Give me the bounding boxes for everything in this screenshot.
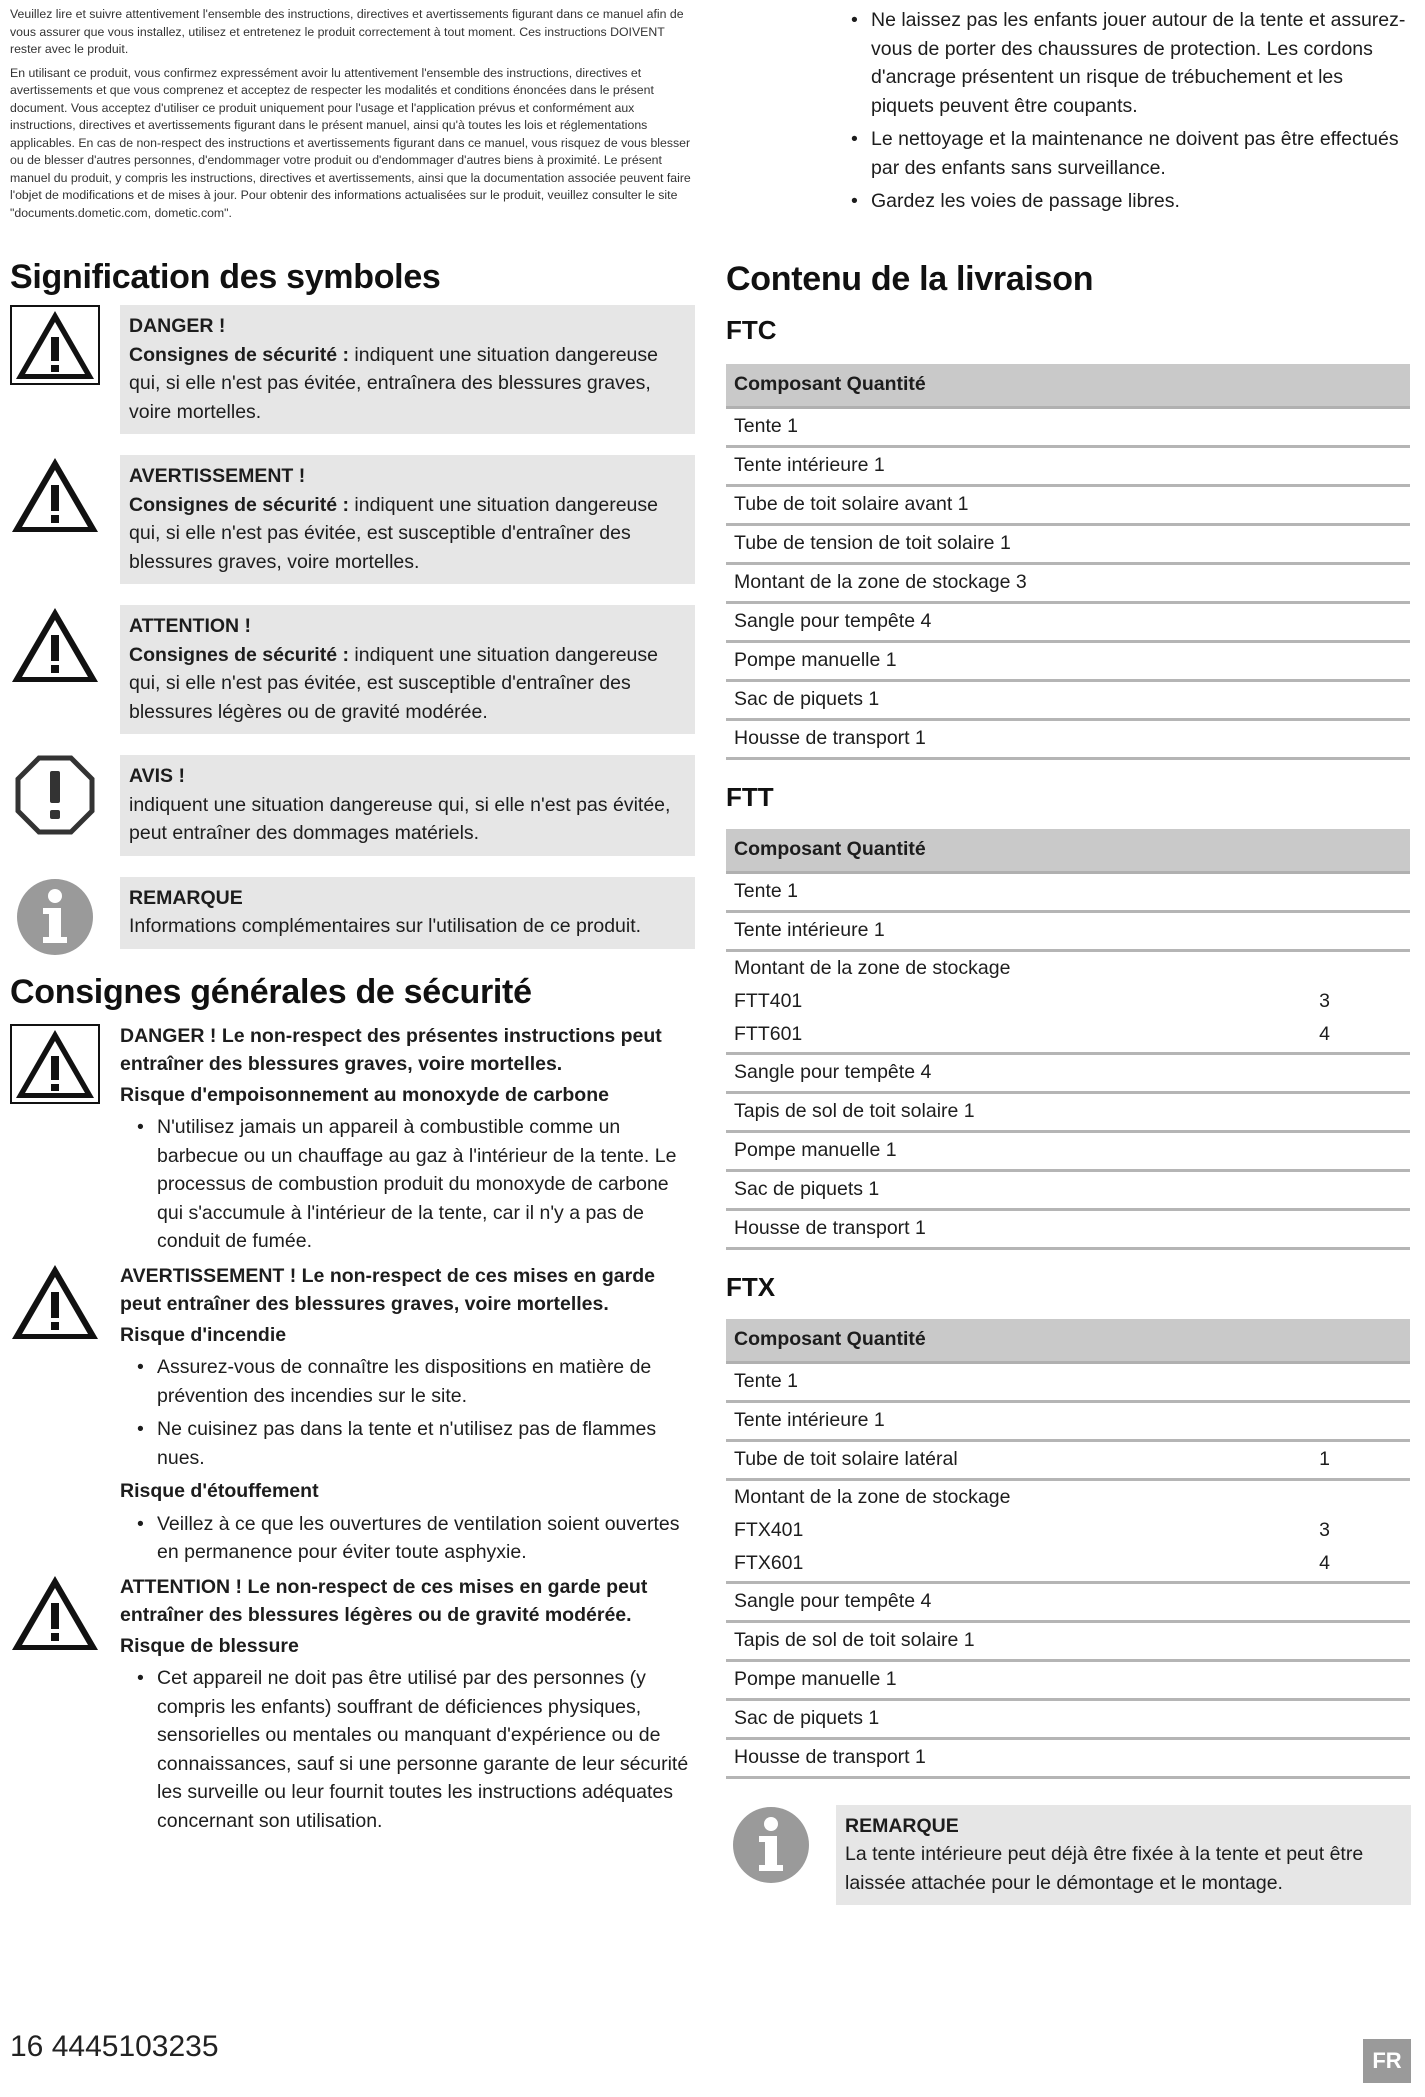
danger-sign-icon <box>10 305 100 385</box>
language-badge: FR <box>1363 2039 1411 2083</box>
table-row <box>726 641 1410 680</box>
table-cell: Tente intérieure 1 <box>726 446 1410 485</box>
ftc-table <box>726 364 1410 760</box>
contents-heading: Contenu de la livraison <box>726 259 1094 298</box>
ftt-table <box>726 829 1410 1250</box>
symbol-warning-box <box>120 455 695 584</box>
warning-triangle-icon <box>10 455 100 535</box>
general-caution-bullet: • Cet appareil ne doit pas être utilisé par des personnes (y compris les enfants) souffrant de déficiences physiques, sensorielles ou mentales ou manquant d'expérience ou de connaissances, sauf si une personne garante de leur sécurité les surveille ou leur fournit toutes les instructions adéquates concernant son utilisation. <box>120 1664 695 1835</box>
table-cell: Sac de piquets 1 <box>726 1699 1410 1738</box>
table-row <box>726 602 1410 641</box>
right-bullet-2: • Le nettoyage et la maintenance ne doivent pas être effectués par des enfants sans surveillance. <box>834 125 1411 182</box>
symbol-danger-lead: Consignes de sécurité : <box>129 343 349 366</box>
table-cell: Tapis de sol de toit solaire 1 <box>726 1621 1410 1660</box>
table-cell: Sangle pour tempête 4 <box>726 1053 1410 1092</box>
table-cell: Tube de toit solaire latéral <box>726 1440 1262 1479</box>
warning-triangle-icon <box>10 1262 100 1342</box>
ftt-title: FTT <box>726 781 774 812</box>
caution-triangle-icon <box>10 1573 100 1653</box>
table-header-label: Composant Quantité <box>726 364 1410 408</box>
table-row <box>726 1699 1410 1738</box>
general-warning-heading: AVERTISSEMENT ! Le non-respect de ces mises en garde peut entraîner des blessures graves, voire mortelles. <box>120 1264 655 1315</box>
symbol-notice-box <box>120 755 695 856</box>
danger-sign-icon <box>10 1024 100 1104</box>
general-danger-heading: DANGER ! Le non-respect des présentes instructions peut entraîner des blessures graves, voire mortelles. <box>120 1024 662 1075</box>
table-header <box>726 364 1410 408</box>
info-icon <box>726 1805 816 1885</box>
general-safety-heading: Consignes générales de sécurité <box>10 972 532 1011</box>
table-qty: 3 <box>1319 989 1330 1012</box>
intro-paragraph-1: Veuillez lire et suivre attentivement l'ensemble des instructions, directives et avertissements figurant dans ce manuel afin de vous assurer que vous installez, utilisez et entretenez le produit correctement à tout moment. Ces instructions DOIVENT rester avec le produit. <box>10 7 684 56</box>
table-cell: Pompe manuelle 1 <box>726 641 1410 680</box>
table-cell: FTX601 <box>726 1547 1262 1583</box>
general-warning-bullet-3: • Veillez à ce que les ouvertures de ventilation soient ouvertes en permanence pour éviter toute asphyxie. <box>120 1510 695 1567</box>
symbol-notice-text: indiquent une situation dangereuse qui, si elle n'est pas évitée, peut entraîner des dommages matériels. <box>129 793 671 844</box>
table-row <box>726 1440 1410 1479</box>
table-cell: Tube de tension de toit solaire 1 <box>726 524 1410 563</box>
general-warning-subheading-suffocation: Risque d'étouffement <box>120 1480 319 1502</box>
table-row <box>726 680 1410 719</box>
table-header-label: Composant Quantité <box>726 1319 1410 1363</box>
table-cell: FTT601 <box>726 1018 1262 1054</box>
symbol-warning-text: indiquent une situation dangereuse qui, si elle n'est pas évitée, est susceptible d'entraîner des blessures graves, voire mortelles. <box>129 493 658 573</box>
table-qty: 3 <box>1319 1518 1330 1541</box>
table-row <box>726 446 1410 485</box>
table-row <box>726 950 1410 985</box>
table-cell: Tente 1 <box>726 1362 1410 1401</box>
table-cell: Housse de transport 1 <box>726 1738 1410 1777</box>
table-row <box>726 1053 1410 1092</box>
right-bullet-3: • Gardez les voies de passage libres. <box>834 187 1411 216</box>
symbol-caution <box>10 605 695 734</box>
table-row <box>726 563 1410 602</box>
general-danger <box>10 1022 695 1256</box>
table-row <box>726 485 1410 524</box>
table-row <box>726 407 1410 446</box>
table-row <box>726 1738 1410 1777</box>
table-row <box>726 911 1410 950</box>
symbol-danger-title: DANGER ! <box>129 315 226 337</box>
intro-paragraph-2: En utilisant ce produit, vous confirmez expressément avoir lu attentivement l'ensemble des instructions, directives et avertissements et que vous comprenez et acceptez de respecter les modalités et conditions énoncées dans le présent document. Vous acceptez d'utiliser ce produit uniquement pour l'usage et l'application prévus et conformément aux instructions, directives et avertissements figurant dans le présent manuel, ainsi qu'à toutes les lois et réglementations applicables. En cas de non-respect des instructions et avertissements figurant dans ce manuel, vous risquez de vous blesser ou de blesser d'autres personnes, d'endommager votre produit ou d'endommager d'autres biens à proximité. Le présent manuel du produit, y compris les instructions, directives et avertissements, ainsi que la documentation associée peuvent faire l'objet de modifications et de mises à jour. Pour obtenir des informations actualisées sur le produit, veuillez consulter le site "documents.dometic.com, dometic.com". <box>10 65 691 220</box>
general-danger-bullet: • N'utilisez jamais un appareil à combustible comme un barbecue ou un chauffage au gaz à l'intérieur de la tente. Le processus de combustion produit du monoxyde de carbone qui s'accumule à l'intérieur de la tente, car il n'y a pas de conduit de fumée. <box>120 1113 695 1256</box>
table-cell: FTX401 <box>734 1518 804 1541</box>
table-subrow <box>726 985 1410 1018</box>
ftc-title: FTC <box>726 314 777 345</box>
ftx-title: FTX <box>726 1271 776 1302</box>
table-header-label: Composant Quantité <box>726 829 1410 873</box>
info-icon <box>10 877 100 957</box>
general-danger-subheading: Risque d'empoisonnement au monoxyde de carbone <box>120 1083 609 1106</box>
symbol-caution-lead: Consignes de sécurité : <box>129 643 349 666</box>
table-cell: Pompe manuelle 1 <box>726 1131 1410 1170</box>
table-cell: Tente 1 <box>726 407 1410 446</box>
symbol-notice-title: AVIS ! <box>129 765 185 787</box>
table-cell: FTT401 <box>734 989 803 1012</box>
ftx-table <box>726 1319 1410 1779</box>
symbol-danger-box <box>120 305 695 434</box>
general-caution <box>10 1573 695 1836</box>
symbol-note-title: REMARQUE <box>129 886 243 909</box>
table-row <box>726 1092 1410 1131</box>
table-cell: Sangle pour tempête 4 <box>726 602 1410 641</box>
table-cell: Tente intérieure 1 <box>726 1401 1410 1440</box>
table-row <box>726 1479 1410 1514</box>
symbol-caution-text: indiquent une situation dangereuse qui, si elle n'est pas évitée, est susceptible d'entraîner des blessures légères ou de gravité modérée. <box>129 643 658 723</box>
table-row <box>726 872 1410 911</box>
general-caution-subheading: Risque de blessure <box>120 1634 299 1657</box>
general-warning-subheading-fire: Risque d'incendie <box>120 1323 287 1346</box>
table-subrow <box>726 1018 1410 1054</box>
table-qty: 1 <box>1262 1440 1410 1479</box>
symbol-note-text: Informations complémentaires sur l'utilisation de ce produit. <box>129 915 642 937</box>
symbol-warning-title: AVERTISSEMENT ! <box>129 465 306 487</box>
table-row <box>726 1131 1410 1170</box>
table-cell: Montant de la zone de stockage <box>734 956 1011 979</box>
table-row <box>726 719 1410 758</box>
table-cell: Montant de la zone de stockage <box>734 1485 1011 1508</box>
right-bullets <box>834 6 1411 216</box>
contents-note-title: REMARQUE <box>845 1814 959 1837</box>
symbol-caution-box <box>120 605 695 734</box>
page-number: 16 4445103235 <box>10 2030 219 2063</box>
symbol-danger-text: indiquent une situation dangereuse qui, si elle n'est pas évitée, entraînera des blessures graves, voire mortelles. <box>129 343 658 423</box>
table-cell: Tente 1 <box>726 872 1410 911</box>
notice-octagon-icon <box>10 755 100 835</box>
table-cell: Sac de piquets 1 <box>726 680 1410 719</box>
left-column <box>10 6 695 1840</box>
table-row <box>726 1401 1410 1440</box>
table-header <box>726 829 1410 873</box>
contents-note <box>726 1805 1411 1906</box>
right-bullet-1: • Ne laissez pas les enfants jouer autour de la tente et assurez-vous de porter des chaussures de protection. Les cordons d'ancrage présentent un risque de trébuchement et les piquets peuvent être coupants. <box>834 6 1411 120</box>
table-cell: Housse de transport 1 <box>726 719 1410 758</box>
table-cell: Montant de la zone de stockage 3 <box>726 563 1410 602</box>
table-cell: Tube de toit solaire avant 1 <box>726 485 1410 524</box>
general-caution-heading: ATTENTION ! Le non-respect de ces mises en garde peut entraîner des blessures légères ou de gravité modérée. <box>120 1575 648 1626</box>
table-row <box>726 1660 1410 1699</box>
general-warning-bullet-2: • Ne cuisinez pas dans la tente et n'utilisez pas de flammes nues. <box>120 1415 695 1472</box>
symbol-warning <box>10 455 695 584</box>
table-qty: 4 <box>1262 1547 1410 1583</box>
symbol-note <box>10 877 695 949</box>
table-row <box>726 1362 1410 1401</box>
symbol-note-box <box>120 877 695 949</box>
symbols-heading: Signification des symboles <box>10 258 441 296</box>
symbol-caution-title: ATTENTION ! <box>129 615 252 637</box>
table-row <box>726 1582 1410 1621</box>
symbol-warning-lead: Consignes de sécurité : <box>129 493 349 516</box>
contents-note-box <box>836 1805 1411 1906</box>
table-row <box>726 1170 1410 1209</box>
right-column <box>726 6 1411 1905</box>
table-cell: Tente intérieure 1 <box>726 911 1410 950</box>
table-qty: 4 <box>1262 1018 1410 1054</box>
table-cell: Sac de piquets 1 <box>726 1170 1410 1209</box>
contents-note-text: La tente intérieure peut déjà être fixée à la tente et peut être laissée attachée pour le démontage et le montage. <box>845 1843 1364 1894</box>
table-row <box>726 1621 1410 1660</box>
table-cell: Sangle pour tempête 4 <box>726 1582 1410 1621</box>
table-row <box>726 524 1410 563</box>
table-subrow <box>726 1547 1410 1583</box>
general-warning <box>10 1262 695 1567</box>
general-warning-bullet-1: • Assurez-vous de connaître les dispositions en matière de prévention des incendies sur le site. <box>120 1353 695 1410</box>
symbol-danger <box>10 305 695 434</box>
table-cell: Pompe manuelle 1 <box>726 1660 1410 1699</box>
table-row <box>726 1209 1410 1248</box>
symbol-notice <box>10 755 695 856</box>
table-subrow <box>726 1514 1410 1547</box>
caution-triangle-icon <box>10 605 100 685</box>
table-cell: Tapis de sol de toit solaire 1 <box>726 1092 1410 1131</box>
table-header <box>726 1319 1410 1363</box>
table-cell: Housse de transport 1 <box>726 1209 1410 1248</box>
intro-text <box>10 6 695 222</box>
